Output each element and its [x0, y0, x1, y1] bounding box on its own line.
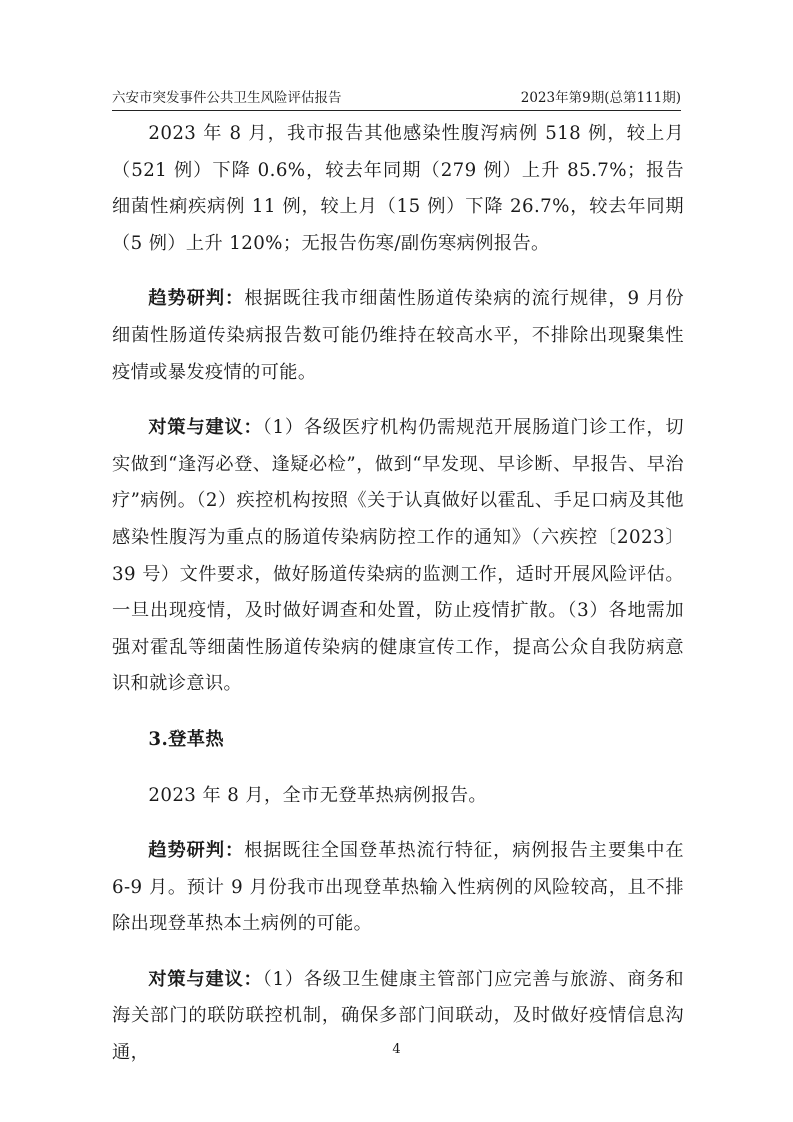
- page-header: [112, 86, 681, 111]
- paragraph-diarrhea-stats: 2023 年 8 月，我市报告其他感染性腹泻病例 518 例，较上月（521 例）下降 0.6%，较去年同期（279 例）上升 85.7%；报告细菌性痢疾病例 11 例，较上月（15 例）下降 26.7%，较去年同期（5 例）上升 120%；无报告伤寒/副伤寒病例报告。: [112, 123, 684, 254]
- paragraph-trend-dengue: [112, 833, 684, 943]
- trend-label: 趋势研判：: [148, 288, 245, 310]
- measures-text: （1）各级卫生健康主管部门应完善与旅游、商务和海关部门的联防联控机制，确保多部门间联动，及时做好疫情信息沟通，: [112, 968, 684, 1064]
- issue-number: 2023年第9期(总第111期): [520, 90, 681, 106]
- measures-label: 对策与建议：: [148, 417, 263, 439]
- section-title-dengue: 3.登革热: [148, 728, 224, 750]
- measures-label: 对策与建议：: [148, 968, 263, 990]
- trend-label: 趋势研判：: [148, 840, 245, 862]
- paragraph-dengue-stats: 2023 年 8 月，全市无登革热病例报告。: [148, 784, 488, 806]
- paragraph-trend-intestinal: [112, 281, 684, 391]
- trend-text: 根据既往全国登革热流行特征，病例报告主要集中在 6-9 月。预计 9 月份我市出现登革热输入性病例的风险较高，且不排除出现登革热本土病例的可能。: [112, 840, 684, 935]
- trend-text: 根据既往我市细菌性肠道传染病的流行规律，9 月份细菌性肠道传染病报告数可能仍维持在较高水平，不排除出现聚集性疫情或暴发疫情的可能。: [112, 288, 684, 383]
- paragraph-measures-intestinal: [112, 410, 684, 703]
- page-number: 4: [392, 1042, 401, 1057]
- document-body: [112, 116, 684, 1072]
- measures-text: （1）各级医疗机构仍需规范开展肠道门诊工作，切实做到“逢泻必登、逢疑必检”，做到“早发现、早诊断、早报告、早治疗”病例。（2）疾控机构按照《关于认真做好以霍乱、手足口病及其他感染性腹泻为重点的肠道传染病防控工作的通知》（六疾控〔2023〕39 号）文件要求，做好肠道传染病的监测工作，适时开展风险评估。一旦出现疫情，及时做好调查和处置，防止疫情扩散。（3）各地需加强对霍乱等细菌性肠道传染病的健康宣传工作，提高公众自我防病意识和就诊意识。: [112, 417, 684, 695]
- report-title: 六安市突发事件公共卫生风险评估报告: [112, 90, 342, 106]
